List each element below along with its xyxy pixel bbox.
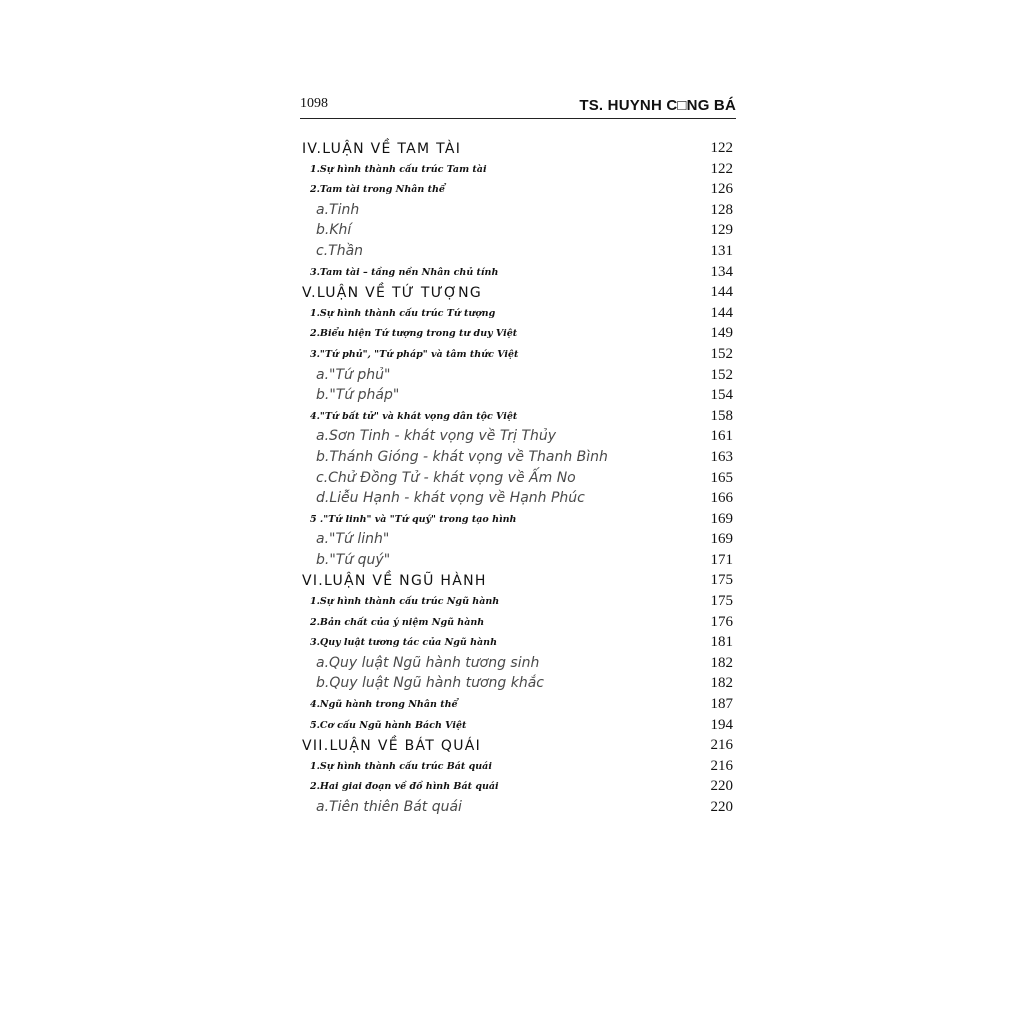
toc-entry-page-number: 131 bbox=[710, 242, 733, 259]
toc-entry-title: b."Tứ quý" bbox=[316, 551, 391, 568]
toc-entry-title: d.Liễu Hạnh - khát vọng về Hạnh Phúc bbox=[316, 490, 585, 507]
toc-entry-item bbox=[300, 489, 733, 510]
toc-entry-sub bbox=[300, 263, 733, 284]
toc-entry-page-number: 144 bbox=[710, 284, 733, 301]
toc-entry-page-number: 169 bbox=[710, 510, 733, 527]
toc-entry-page-number: 152 bbox=[710, 345, 733, 362]
toc-entry-sub bbox=[300, 304, 733, 325]
toc-entry-page-number: 216 bbox=[710, 757, 733, 774]
toc-entry-sub bbox=[300, 592, 733, 613]
toc-entry-item bbox=[300, 221, 733, 242]
toc-entry-sub bbox=[300, 510, 733, 531]
page-number: 1098 bbox=[300, 96, 328, 111]
toc-entry-title: a."Tứ linh" bbox=[316, 531, 390, 548]
toc-entry-page-number: 171 bbox=[710, 551, 733, 568]
toc-entry-title: VII.LUẬN VỀ BÁT QUÁI bbox=[302, 738, 482, 755]
toc-entry-page-number: 158 bbox=[710, 407, 733, 424]
toc-entry-sub bbox=[300, 160, 733, 181]
toc-entry-page-number: 182 bbox=[710, 654, 733, 671]
toc-entry-page-number: 176 bbox=[710, 613, 733, 630]
toc-entry-page-number: 129 bbox=[710, 222, 733, 239]
toc-entry-page-number: 134 bbox=[710, 263, 733, 280]
toc-entry-title: b.Quy luật Ngũ hành tương khắc bbox=[316, 675, 544, 692]
toc-entry-section bbox=[300, 571, 733, 592]
toc-entry-title: 3."Tứ phủ", "Tứ pháp" và tâm thức Việt bbox=[310, 348, 519, 360]
page-header bbox=[300, 96, 736, 119]
toc-entry-title: 1.Sự hình thành cấu trúc Tứ tượng bbox=[310, 307, 496, 319]
toc-entry-item bbox=[300, 386, 733, 407]
toc-entry-page-number: 161 bbox=[710, 428, 733, 445]
toc-entry-section bbox=[300, 736, 733, 757]
toc-entry-item bbox=[300, 201, 733, 222]
toc-entry-item bbox=[300, 798, 733, 819]
toc-entry-page-number: 220 bbox=[710, 799, 733, 815]
toc-entry-item bbox=[300, 469, 733, 490]
toc-entry-title: a."Tứ phủ" bbox=[316, 366, 391, 383]
toc-entry-title: c.Thần bbox=[316, 242, 364, 259]
toc-entry-page-number: 175 bbox=[710, 593, 733, 610]
toc-entry-title: 5.Cơ cấu Ngũ hành Bách Việt bbox=[310, 719, 467, 731]
toc-entry-item bbox=[300, 654, 733, 675]
toc-entry-item bbox=[300, 427, 733, 448]
toc-entry-sub bbox=[300, 407, 733, 428]
toc-entry-page-number: 165 bbox=[710, 469, 733, 486]
toc-entry-item bbox=[300, 242, 733, 263]
toc-entry-title: c.Chử Đồng Tử - khát vọng về Ấm No bbox=[316, 469, 576, 486]
toc-entry-page-number: 181 bbox=[710, 634, 733, 651]
toc-entry-page-number: 175 bbox=[710, 572, 733, 589]
toc-entry-sub bbox=[300, 757, 733, 778]
table-of-contents bbox=[300, 139, 733, 819]
toc-entry-title: 4."Tứ bất tử" và khát vọng dân tộc Việt bbox=[310, 410, 518, 422]
toc-entry-section bbox=[300, 283, 733, 304]
toc-entry-sub bbox=[300, 613, 733, 634]
toc-entry-sub bbox=[300, 324, 733, 345]
toc-entry-page-number: 216 bbox=[710, 737, 733, 754]
toc-entry-page-number: 166 bbox=[710, 490, 733, 507]
toc-entry-sub bbox=[300, 633, 733, 654]
toc-entry-page-number: 154 bbox=[710, 387, 733, 404]
toc-entry-title: b."Tứ pháp" bbox=[316, 387, 400, 404]
toc-entry-title: VI.LUẬN VỀ NGŨ HÀNH bbox=[302, 573, 487, 590]
toc-entry-page-number: 126 bbox=[710, 181, 733, 198]
toc-entry-page-number: 194 bbox=[710, 716, 733, 733]
toc-entry-title: 3.Quy luật tương tác của Ngũ hành bbox=[310, 637, 497, 649]
toc-entry-page-number: 144 bbox=[710, 304, 733, 321]
toc-entry-title: V.LUẬN VỀ TỨ TƯỢNG bbox=[302, 285, 483, 302]
toc-entry-page-number: 163 bbox=[710, 448, 733, 465]
toc-entry-title: 4.Ngũ hành trong Nhân thể bbox=[310, 699, 458, 711]
toc-entry-page-number: 152 bbox=[710, 366, 733, 383]
toc-entry-title: 2.Biểu hiện Tứ tượng trong tư duy Việt bbox=[310, 328, 518, 340]
toc-entry-title: 5 ."Tứ linh" và "Tứ quý" trong tạo hình bbox=[310, 513, 517, 525]
toc-entry-title: 2.Bản chất của ý niệm Ngũ hành bbox=[310, 616, 485, 628]
toc-entry-title: 1.Sự hình thành cấu trúc Bát quái bbox=[310, 760, 492, 772]
toc-entry-item bbox=[300, 448, 733, 469]
toc-entry-page-number: 169 bbox=[710, 531, 733, 548]
toc-entry-page-number: 122 bbox=[710, 140, 733, 156]
toc-entry-sub bbox=[300, 777, 733, 798]
toc-entry-title: 1.Sự hình thành cấu trúc Tam tài bbox=[310, 163, 487, 175]
toc-entry-page-number: 128 bbox=[710, 201, 733, 218]
toc-entry-title: a.Quy luật Ngũ hành tương sinh bbox=[316, 654, 540, 671]
toc-entry-title: a.Tiên thiên Bát quái bbox=[316, 799, 462, 815]
toc-entry-page-number: 182 bbox=[710, 675, 733, 692]
toc-entry-title: b.Thánh Gióng - khát vọng về Thanh Bình bbox=[316, 448, 608, 465]
toc-entry-title: a.Tinh bbox=[316, 201, 360, 218]
toc-entry-title: IV.LUẬN VỀ TAM TÀI bbox=[302, 141, 462, 157]
toc-entry-title: 2.Hai giai đoạn về đồ hình Bát quái bbox=[310, 781, 499, 793]
toc-entry-page-number: 122 bbox=[710, 160, 733, 177]
toc-entry-page-number: 187 bbox=[710, 696, 733, 713]
toc-entry-title: a.Sơn Tinh - khát vọng về Trị Thủy bbox=[316, 428, 556, 445]
toc-entry-title: 3.Tam tài – tầng nền Nhân chủ tính bbox=[310, 266, 499, 278]
toc-entry-item bbox=[300, 551, 733, 572]
toc-entry-sub bbox=[300, 695, 733, 716]
author-name: TS. HUYNH C□NG BÁ bbox=[579, 97, 736, 114]
toc-entry-page-number: 220 bbox=[710, 778, 733, 795]
toc-entry-item bbox=[300, 366, 733, 387]
toc-entry-item bbox=[300, 530, 733, 551]
toc-entry-page-number: 149 bbox=[710, 325, 733, 342]
toc-entry-title: 2.Tam tài trong Nhân thể bbox=[310, 184, 445, 196]
toc-entry-sub bbox=[300, 345, 733, 366]
toc-entry-section bbox=[300, 139, 733, 160]
toc-entry-title: 1.Sự hình thành cấu trúc Ngũ hành bbox=[310, 596, 500, 608]
toc-entry-title: b.Khí bbox=[316, 222, 352, 239]
toc-entry-sub bbox=[300, 716, 733, 737]
toc-entry-sub bbox=[300, 180, 733, 201]
toc-entry-item bbox=[300, 674, 733, 695]
